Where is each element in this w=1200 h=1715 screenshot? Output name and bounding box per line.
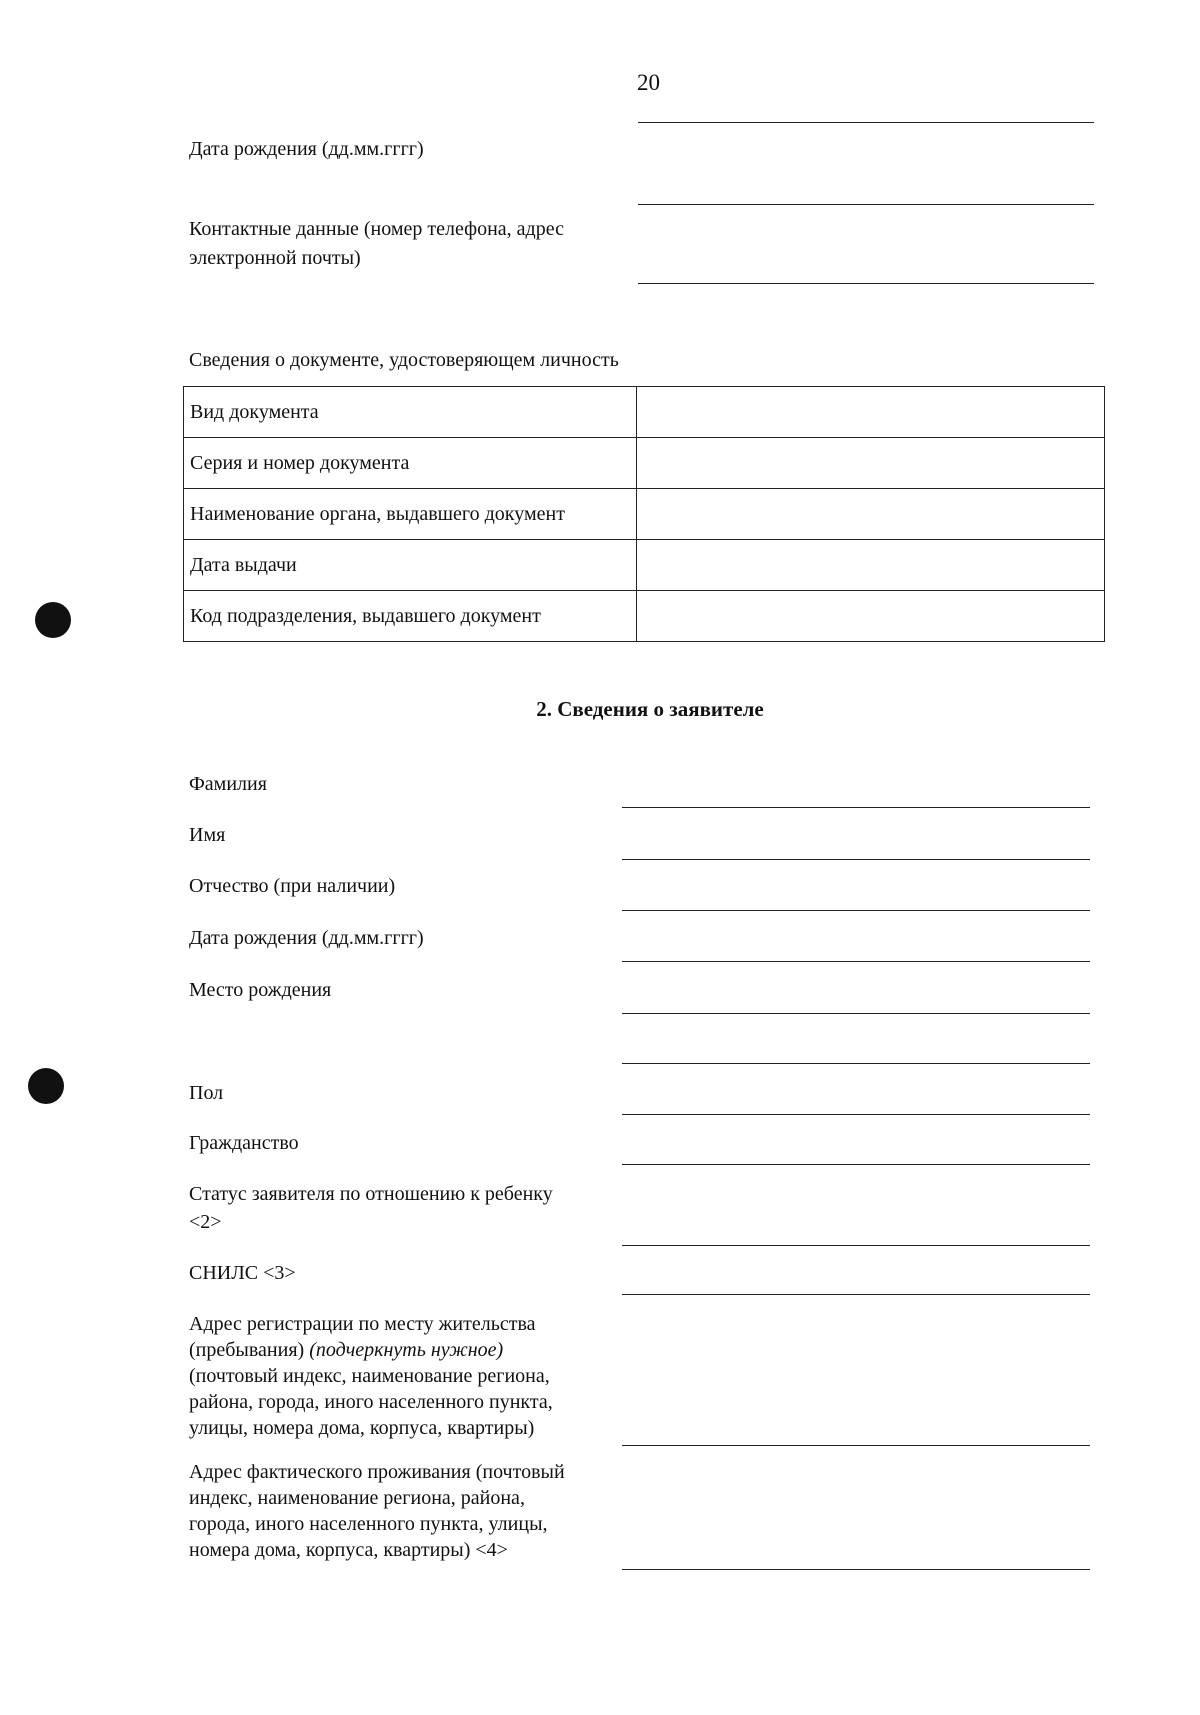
patronymic-label: Отчество (при наличии): [189, 875, 396, 897]
name-label: Имя: [189, 824, 226, 846]
table-row: [184, 438, 1105, 489]
table-row: [184, 489, 1105, 540]
table-cell-label: Серия и номер документа: [184, 438, 637, 489]
birth-place-label: Место рождения: [189, 979, 332, 1001]
fill-line: [638, 204, 1094, 205]
citizenship-label: Гражданство: [189, 1132, 299, 1154]
fill-line: [638, 283, 1094, 284]
table-cell-value[interactable]: [637, 591, 1105, 642]
table-cell-value[interactable]: [637, 438, 1105, 489]
name-line[interactable]: [622, 859, 1090, 860]
contacts-label-line2: электронной почты): [189, 247, 361, 269]
table-row: [184, 540, 1105, 591]
registration-address-prefix: (пребывания): [189, 1339, 305, 1361]
table-cell-value[interactable]: [637, 387, 1105, 438]
table-cell-value[interactable]: [637, 489, 1105, 540]
registration-address-line4: района, города, иного населенного пункта,: [189, 1391, 553, 1413]
surname-line[interactable]: [622, 807, 1090, 808]
actual-address-line4: номера дома, корпуса, квартиры) <4>: [189, 1539, 508, 1561]
birth-place-line-2[interactable]: [622, 1063, 1090, 1064]
status-label-line2: <2>: [189, 1211, 222, 1233]
identity-document-title: Сведения о документе, удостоверяющем личность: [189, 349, 619, 371]
table-cell-label: Код подразделения, выдавшего документ: [184, 591, 637, 642]
birth-date-line[interactable]: [622, 961, 1090, 962]
actual-address-line3: города, иного населенного пункта, улицы,: [189, 1513, 548, 1535]
patronymic-line[interactable]: [622, 910, 1090, 911]
surname-label: Фамилия: [189, 773, 267, 795]
punch-hole: [35, 602, 71, 638]
sex-line[interactable]: [622, 1114, 1090, 1115]
table-cell-value[interactable]: [637, 540, 1105, 591]
table-cell-label: Дата выдачи: [184, 540, 637, 591]
birth-place-line[interactable]: [622, 1013, 1090, 1014]
table-row: [184, 387, 1105, 438]
identity-document-table: [183, 386, 1105, 642]
snils-line[interactable]: [622, 1294, 1090, 1295]
registration-address-line2: [189, 1337, 503, 1363]
status-label-line1: Статус заявителя по отношению к ребенку: [189, 1183, 553, 1205]
sex-label: Пол: [189, 1082, 224, 1104]
registration-address-note: (подчеркнуть нужное): [309, 1339, 504, 1361]
registration-address-line5: улицы, номера дома, корпуса, квартиры): [189, 1417, 535, 1439]
table-cell-label: Вид документа: [184, 387, 637, 438]
table-cell-label: Наименование органа, выдавшего документ: [184, 489, 637, 540]
birth-date-label: Дата рождения (дд.мм.гггг): [189, 927, 424, 949]
snils-label: СНИЛС <3>: [189, 1262, 296, 1284]
citizenship-line[interactable]: [622, 1164, 1090, 1165]
registration-address-line1: Адрес регистрации по месту жительства: [189, 1313, 536, 1335]
actual-address-line1: Адрес фактического проживания (почтовый: [189, 1461, 565, 1483]
birth-date-label: Дата рождения (дд.мм.гггг): [189, 138, 424, 160]
registration-address-line3: (почтовый индекс, наименование региона,: [189, 1365, 550, 1387]
table-row: [184, 591, 1105, 642]
punch-hole: [28, 1068, 64, 1104]
registration-address-line[interactable]: [622, 1445, 1090, 1446]
contacts-label-line1: Контактные данные (номер телефона, адрес: [189, 218, 564, 240]
actual-address-line2: индекс, наименование региона, района,: [189, 1487, 525, 1509]
actual-address-line[interactable]: [622, 1569, 1090, 1570]
page-number: 20: [637, 70, 660, 95]
section-heading: 2. Сведения о заявителе: [536, 697, 764, 721]
status-line[interactable]: [622, 1245, 1090, 1246]
fill-line: [638, 122, 1094, 123]
